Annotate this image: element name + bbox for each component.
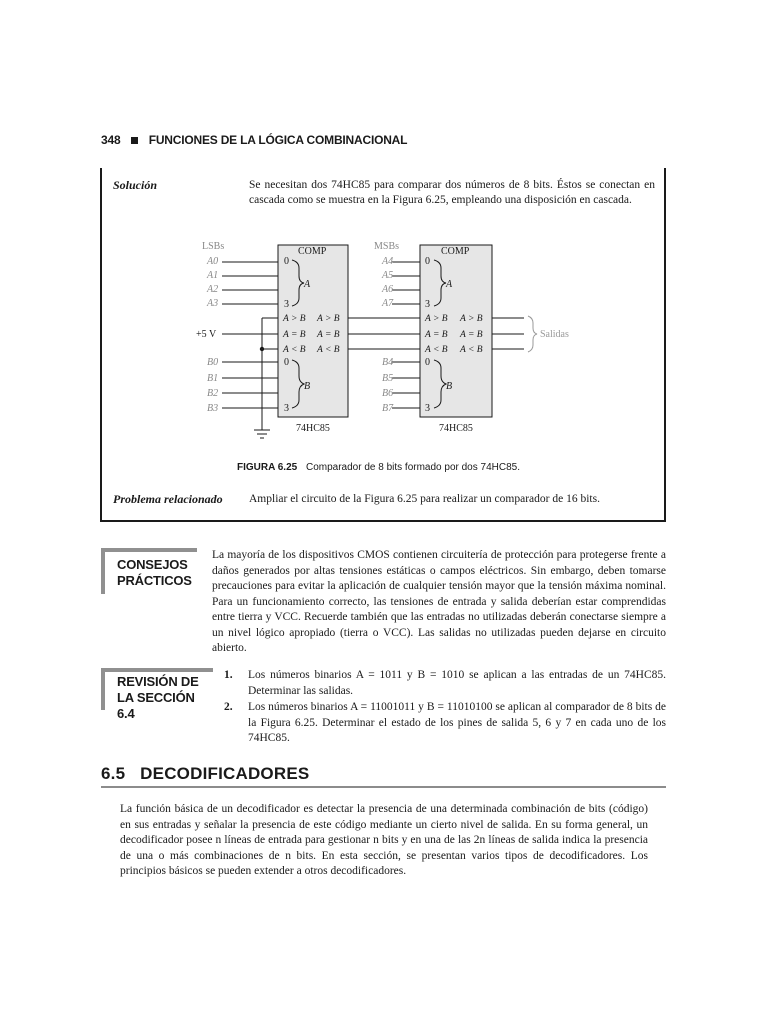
chip2-a-group: A [446, 279, 453, 290]
chip2-b-group: B [446, 381, 453, 392]
review-side-bar [101, 668, 105, 710]
review-top-bar [101, 668, 213, 672]
tips-top-bar [101, 548, 197, 552]
section-number: 6.5 [101, 764, 126, 783]
section-text: La función básica de un decodificador es detectar la presencia de una determinada combinación de bits (código) en sus entradas y señalar la presencia de este código mediante un cierto nivel de salida. En su forma general, un decodificador posee n líneas de entrada para gestionar n bits y en una de las 2n líneas de salida indica la presencia de una o más combinaciones de n bits. En esta sección, se presentan varios tipos de decodificadores. Los principios básicos se pueden extender a otros decodificadores. [120, 803, 648, 877]
review-item [224, 668, 666, 699]
figure-caption [237, 462, 520, 473]
chip2-a4: A4 [382, 256, 394, 267]
review-item-text: Los números binarios A = 1011 y B = 1010 se aplican a las entradas de un 74HC85. Determinar las salidas. [248, 669, 666, 697]
msbs-label: MSBs [374, 241, 400, 252]
chip1-b2: B2 [207, 388, 219, 399]
related-problem-label: Problema relacionado [113, 492, 223, 506]
tips-title [117, 557, 192, 589]
chip1-b3: B3 [207, 403, 219, 414]
review-item-number: 1. [224, 669, 233, 681]
comparator-circuit-diagram [0, 0, 768, 460]
chip1-a2: A2 [207, 284, 219, 295]
chip2-pin3-b: 3 [425, 403, 430, 414]
review-item-number: 2. [224, 701, 233, 713]
junction-dot [260, 347, 264, 351]
outputs-label: Salidas [540, 329, 569, 340]
chip2-out-eq: A = B [460, 330, 483, 340]
review-title [117, 674, 213, 722]
chip1-cin-lt: A < B [283, 345, 306, 355]
chip1-pin3-b: 3 [284, 403, 289, 414]
tips-title-line1: CONSEJOS [117, 557, 188, 572]
chip1-a-group: A [304, 279, 311, 290]
chip1-cin-eq: A = B [283, 330, 306, 340]
chip1-a3: A3 [207, 298, 219, 309]
chip1-pin3-a: 3 [284, 299, 289, 310]
chip2-pin3-a: 3 [425, 299, 430, 310]
review-item [224, 700, 666, 747]
chip2-out-gt: A > B [460, 314, 483, 324]
chip2-part: 74HC85 [439, 423, 473, 434]
figure-label: FIGURA 6.25 [237, 462, 298, 473]
chip1-part: 74HC85 [296, 423, 330, 434]
section-heading [101, 764, 309, 784]
chip1-b-group: B [304, 381, 311, 392]
chip2-cin-lt: A < B [425, 345, 448, 355]
chip2-cin-eq: A = B [425, 330, 448, 340]
chip2-b4: B4 [382, 357, 394, 368]
section-rule [101, 786, 666, 788]
chip2-b5: B5 [382, 373, 394, 384]
review-heading-box [101, 668, 213, 721]
chip2-b6: B6 [382, 388, 394, 399]
chip2-pin0-a: 0 [425, 256, 430, 267]
tips-title-line2: PRÁCTICOS [117, 573, 192, 588]
chip1-cin-gt: A > B [283, 314, 306, 324]
chip2-a5: A5 [382, 270, 394, 281]
chip2-a7: A7 [382, 298, 394, 309]
page-number: 348 [101, 133, 121, 147]
review-item-text: Los números binarios A = 11001011 y B = 11010100 se aplican al comparador de 8 bits de la Figura 6.25. Determinar el estado de los pines de salida 5, 6 y 7 en cada uno de los 74HC85. [248, 701, 666, 744]
related-problem-text: Ampliar el circuito de la Figura 6.25 para realizar un comparador de 16 bits. [249, 493, 600, 505]
chip1-title: COMP [298, 246, 327, 257]
review-list [224, 668, 666, 748]
section-title: DECODIFICADORES [140, 764, 310, 783]
chip1-pin0-b: 0 [284, 357, 289, 368]
tips-side-bar [101, 548, 105, 594]
supply-label: +5 V [196, 329, 217, 340]
chip1-a0: A0 [207, 256, 219, 267]
chip1-out-eq: A = B [317, 330, 340, 340]
chip1-out-lt: A < B [317, 345, 340, 355]
chip1-b1: B1 [207, 373, 219, 384]
chip1-b0: B0 [207, 357, 219, 368]
chip2-cin-gt: A > B [425, 314, 448, 324]
running-title: FUNCIONES DE LA LÓGICA COMBINACIONAL [148, 133, 408, 147]
solution-label: Solución [113, 178, 158, 192]
lsbs-label: LSBs [202, 241, 225, 252]
chip1-pin0-a: 0 [284, 256, 289, 267]
chip1-out-gt: A > B [317, 314, 340, 324]
review-title-line2: LA SECCIÓN 6.4 [117, 690, 195, 721]
figure-caption-text: Comparador de 8 bits formado por dos 74HC85. [305, 462, 520, 473]
chip2-b7: B7 [382, 403, 394, 414]
review-title-line1: REVISIÓN DE [117, 674, 199, 689]
solution-text: Se necesitan dos 74HC85 para comparar dos números de 8 bits. Éstos se conectan en cascada como se muestra en la Figura 6.25, empleando una disposición en cascada. [249, 179, 655, 206]
chip2-a6: A6 [382, 284, 394, 295]
chip2-out-lt: A < B [460, 345, 483, 355]
tips-text: La mayoría de los dispositivos CMOS contienen circuitería de protección para protegerse frente a daños generados por altas tensiones estáticas o campos eléctricos. Sin embargo, deben tomarse precauciones para evitar la aplicación de cualquier tensión mayor que la tensión máxima nominal. Para un funcionamiento correcto, las tensiones de entrada y salida deberían estar comprendidas entre tierra y VCC. Recuerde también que las entradas no utilizadas deberán conectarse siempre a un nivel lógico apropiado (tierra o VCC). Las salidas no utilizadas pueden dejarse en circuito abierto. [212, 549, 666, 654]
chip1-a1: A1 [207, 270, 219, 281]
tips-heading-box [101, 548, 197, 594]
chip2-title: COMP [441, 246, 470, 257]
chip2-pin0-b: 0 [425, 357, 430, 368]
